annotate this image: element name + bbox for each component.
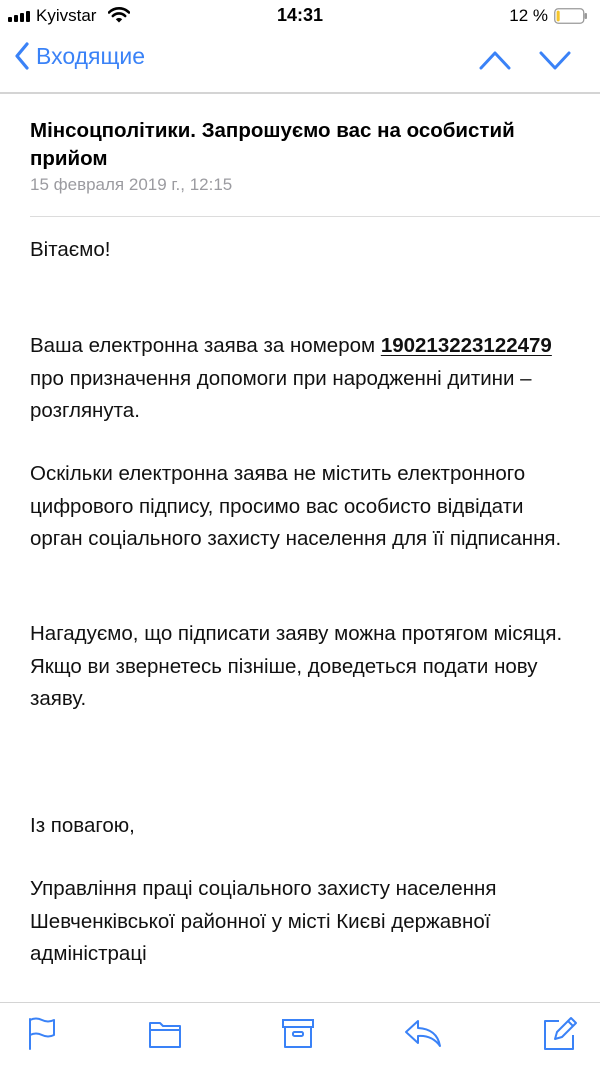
back-label: Входящие — [36, 42, 146, 69]
flag-button[interactable] — [25, 1015, 59, 1056]
flag-icon — [25, 1038, 59, 1055]
chevron-up-icon — [478, 59, 512, 76]
closing: Із повагою, — [30, 814, 135, 837]
application-number-link[interactable]: 190213223122479 — [380, 334, 552, 357]
paragraph-reminder: Нагадуємо, що підписати заяву можна протягом місяця. Якщо ви звернетесь пізніше, доведеться подати нову заяву. — [30, 622, 563, 710]
compose-icon — [540, 1040, 578, 1057]
header-divider — [30, 216, 600, 217]
status-bar — [0, 0, 600, 32]
nav-divider — [0, 92, 600, 94]
signature: Управління праці соціального захисту населення Шевченківської районної у місті Києві державної адміністраці — [30, 877, 497, 965]
chevron-left-icon — [14, 42, 30, 70]
paragraph-signature-request: Оскільки електронна заява не містить електронного цифрового підпису, просимо вас особисто відвідати орган соціального захисту населення для її підписання. — [30, 462, 562, 550]
bottom-toolbar — [0, 1003, 600, 1066]
paragraph-prefix: Ваша електронна заява за номером — [30, 334, 376, 357]
message-subject: Мінсоцполітики. Запрошуємо вас на особистий прийом — [30, 119, 515, 170]
paragraph-application-status — [30, 330, 575, 428]
archive-icon — [280, 1038, 316, 1055]
previous-message-button[interactable] — [478, 48, 512, 77]
back-to-inbox-button[interactable] — [14, 42, 145, 70]
navigation-bar — [0, 32, 600, 90]
reply-button[interactable] — [402, 1015, 444, 1056]
folder-icon — [147, 1038, 183, 1055]
chevron-down-icon — [538, 59, 572, 76]
message-date: 15 февраля 2019 г., 12:15 — [30, 175, 233, 194]
archive-button[interactable] — [280, 1015, 316, 1056]
battery-percent: 12 % — [509, 6, 548, 25]
battery-icon — [554, 8, 588, 24]
carrier-name: Kyivstar — [36, 6, 97, 25]
greeting: Вітаємо! — [30, 238, 111, 261]
compose-button[interactable] — [540, 1015, 578, 1058]
clock: 14:31 — [276, 5, 324, 25]
reply-icon — [402, 1038, 444, 1055]
move-to-folder-button[interactable] — [147, 1015, 183, 1056]
paragraph-suffix: про призначення допомоги при народженні дитини – розглянута. — [30, 366, 532, 422]
next-message-button[interactable] — [538, 48, 572, 77]
